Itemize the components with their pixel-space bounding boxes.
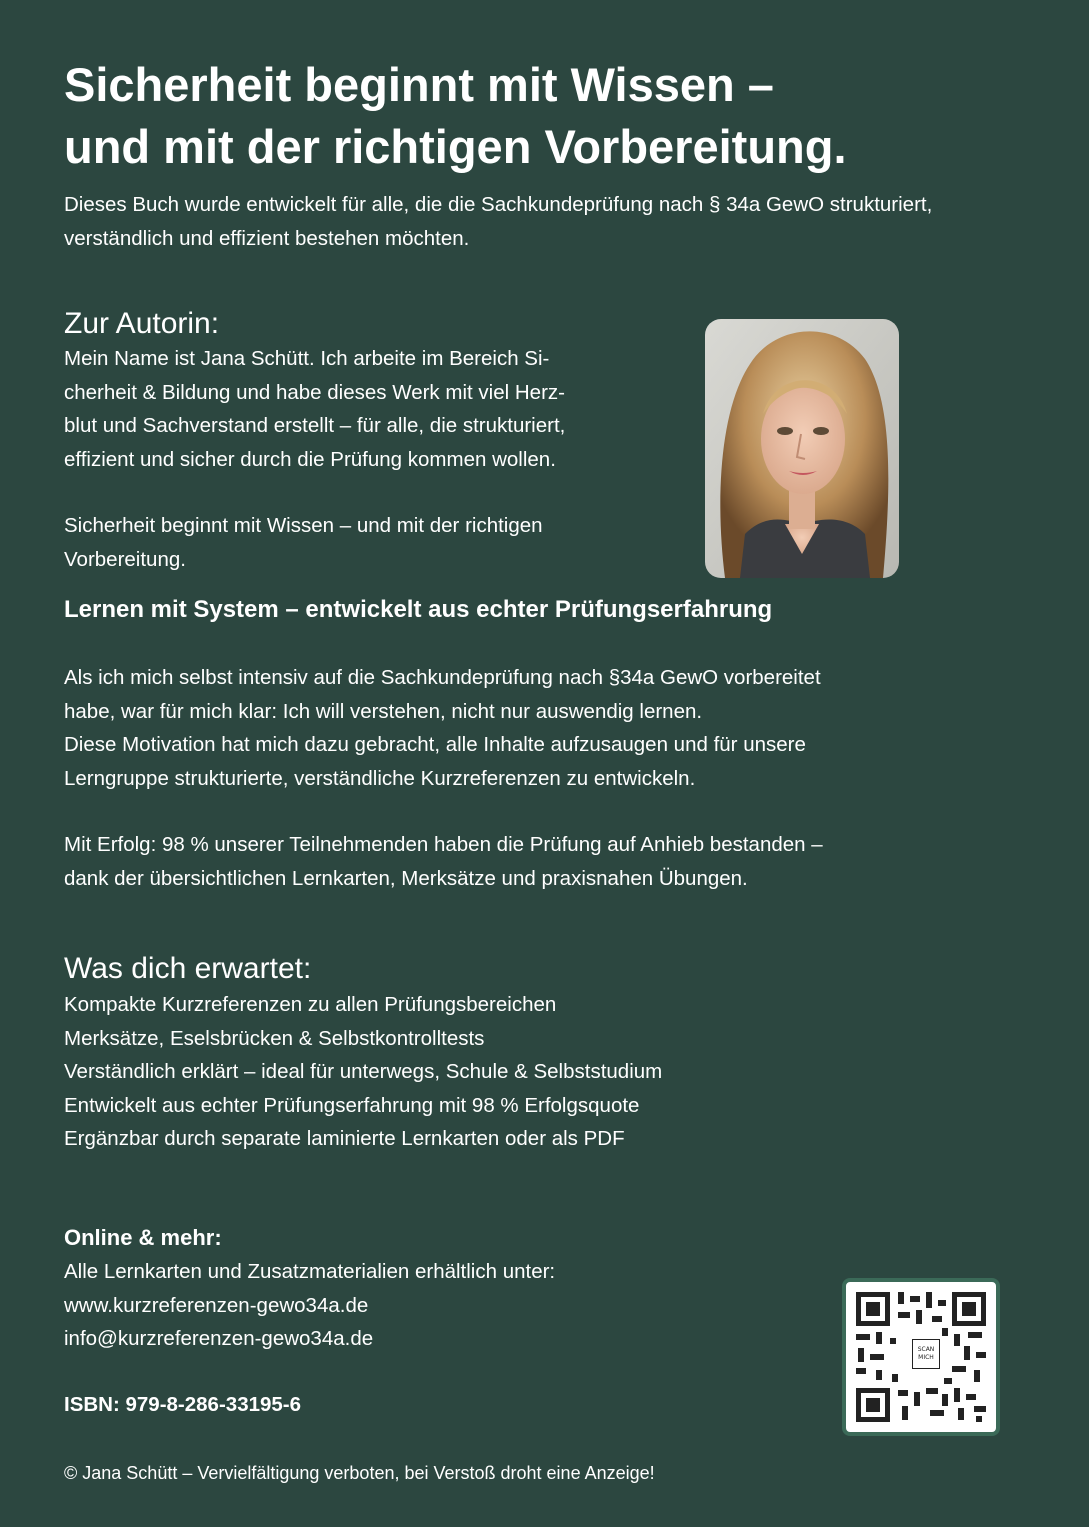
qr-scan-label-line-2: MICH [918,1354,934,1361]
author-bio [64,342,565,476]
system-paragraph-2 [64,828,823,895]
online-info [64,1255,555,1356]
qr-code[interactable] [842,1278,1000,1436]
system-paragraph-line: habe, war für mich klar: Ich will verstehen, nicht nur auswendig lernen. [64,699,703,723]
author-bio-line: effizient und sicher durch die Prüfung kommen wollen. [64,447,556,471]
email-link[interactable]: info@kurzreferenzen-gewo34a.de [64,1327,374,1350]
copyright-footer: © Jana Schütt – Vervielfältigung verboten, bei Verstoß droht eine Anzeige! [64,1463,655,1483]
system-paragraph-line: Mit Erfolg: 98 % unserer Teilnehmenden haben die Prüfung auf Anhieb bestanden – [64,833,823,856]
author-photo [705,319,899,578]
author-motto-line: Sicherheit beginnt mit Wissen – und mit der richtigen [64,514,543,537]
expect-list [64,988,662,1156]
website-link[interactable]: www.kurzreferenzen-gewo34a.de [64,1293,369,1317]
author-heading: Zur Autorin: [64,307,220,340]
author-bio-line: cherheit & Bildung und habe dieses Werk mit viel Herz- [64,380,565,404]
expect-heading: Was dich erwartet: [64,952,312,985]
system-paragraph-line: Diese Motivation hat mich dazu gebracht, alle Inhalte aufzusaugen und für unsere [64,733,806,756]
system-paragraph-1 [64,661,821,795]
list-item: Entwickelt aus echter Prüfungserfahrung mit 98 % Erfolgsquote [64,1093,640,1117]
list-item: Ergänzbar durch separate laminierte Lernkarten oder als PDF [64,1127,625,1150]
intro-line-1: Dieses Buch wurde entwickelt für alle, die die Sachkundeprüfung nach § 34a GewO strukturiert, [64,193,933,216]
list-item: Verständlich erklärt – ideal für unterwegs, Schule & Selbststudium [64,1060,663,1083]
system-heading: Lernen mit System – entwickelt aus echter Prüfungserfahrung [64,596,773,623]
author-motto [64,509,543,576]
headline-line-2: und mit der richtigen Vorbereitung. [64,120,847,173]
intro-line-2: verständlich und effizient bestehen möchten. [64,227,470,250]
headline-line-1: Sicherheit beginnt mit Wissen – [64,58,774,111]
author-bio-line: Mein Name ist Jana Schütt. Ich arbeite im Bereich Si- [64,347,550,370]
author-motto-line: Vorbereitung. [64,547,186,571]
system-paragraph-line: Lerngruppe strukturierte, verständliche Kurzreferenzen zu entwickeln. [64,766,696,790]
list-item: Kompakte Kurzreferenzen zu allen Prüfungsbereichen [64,993,557,1016]
online-text: Alle Lernkarten und Zusatzmaterialien erhältlich unter: [64,1260,556,1283]
intro-text [64,188,1024,256]
author-bio-line: blut und Sachverstand erstellt – für alle, die strukturiert, [64,414,566,437]
list-item: Merksätze, Eselsbrücken & Selbstkontrolltests [64,1026,485,1050]
system-paragraph-line: dank der übersichtlichen Lernkarten, Merksätze und praxisnahen Übungen. [64,866,748,890]
headline [64,54,1024,178]
system-paragraph-line: Als ich mich selbst intensiv auf die Sachkundeprüfung nach §34a GewO vorbereitet [64,666,821,689]
online-heading: Online & mehr: [64,1225,222,1250]
isbn: ISBN: 979-8-286-33195-6 [64,1393,302,1416]
qr-scan-label-line-1: SCAN [917,1346,935,1353]
qr-scan-label [912,1339,940,1369]
author-portrait-image [705,319,899,578]
